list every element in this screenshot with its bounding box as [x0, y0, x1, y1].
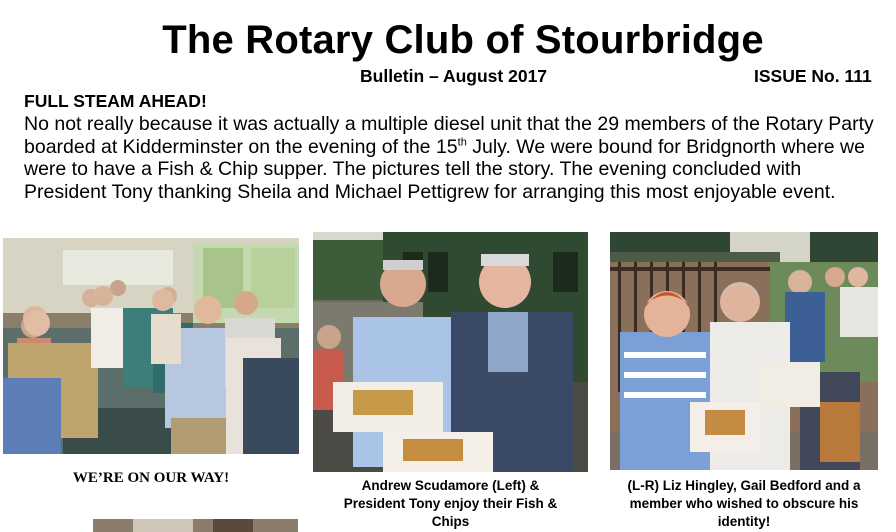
photo-fish-and-chips-men — [313, 232, 588, 472]
article-line-2-start: boarded at Kidderminster on the evening of the 15 — [24, 135, 458, 158]
caption-liz-and-gail: (L-R) Liz Hingley, Gail Bedford and a member who wished to obscure his identity! — [627, 478, 861, 529]
caption-andrew-and-tony: Andrew Scudamore (Left) & President Tony enjoy their Fish & Chips — [343, 478, 558, 529]
article-headline: FULL STEAM AHEAD! — [24, 91, 207, 111]
article-line-2 — [24, 136, 892, 159]
newsletter-title: The Rotary Club of Stourbridge — [162, 18, 764, 62]
issue-number: ISSUE No. 111 — [754, 66, 872, 86]
article-line-1: No not really because it was actually a multiple diesel unit that the 29 members of the Rotary Party — [24, 113, 874, 135]
article-line-3: were to have a Fish & Chip supper. The pictures tell the story. The evening concluded with — [24, 158, 802, 180]
caption-on-our-way: WE’RE ON OUR WAY! — [72, 470, 230, 486]
photo-partial-bottom — [93, 519, 298, 532]
photo-train-interior — [3, 238, 299, 454]
bulletin-date: Bulletin – August 2017 — [360, 66, 548, 86]
photo-ladies-on-bench — [610, 232, 878, 470]
article-line-4: President Tony thanking Sheila and Michael Pettigrew for arranging this most enjoyable event. — [24, 180, 836, 203]
article-line-2-end: July. We were bound for Bridgnorth where we — [466, 135, 865, 158]
ordinal-suffix: th — [457, 136, 467, 148]
article-body — [24, 113, 892, 203]
